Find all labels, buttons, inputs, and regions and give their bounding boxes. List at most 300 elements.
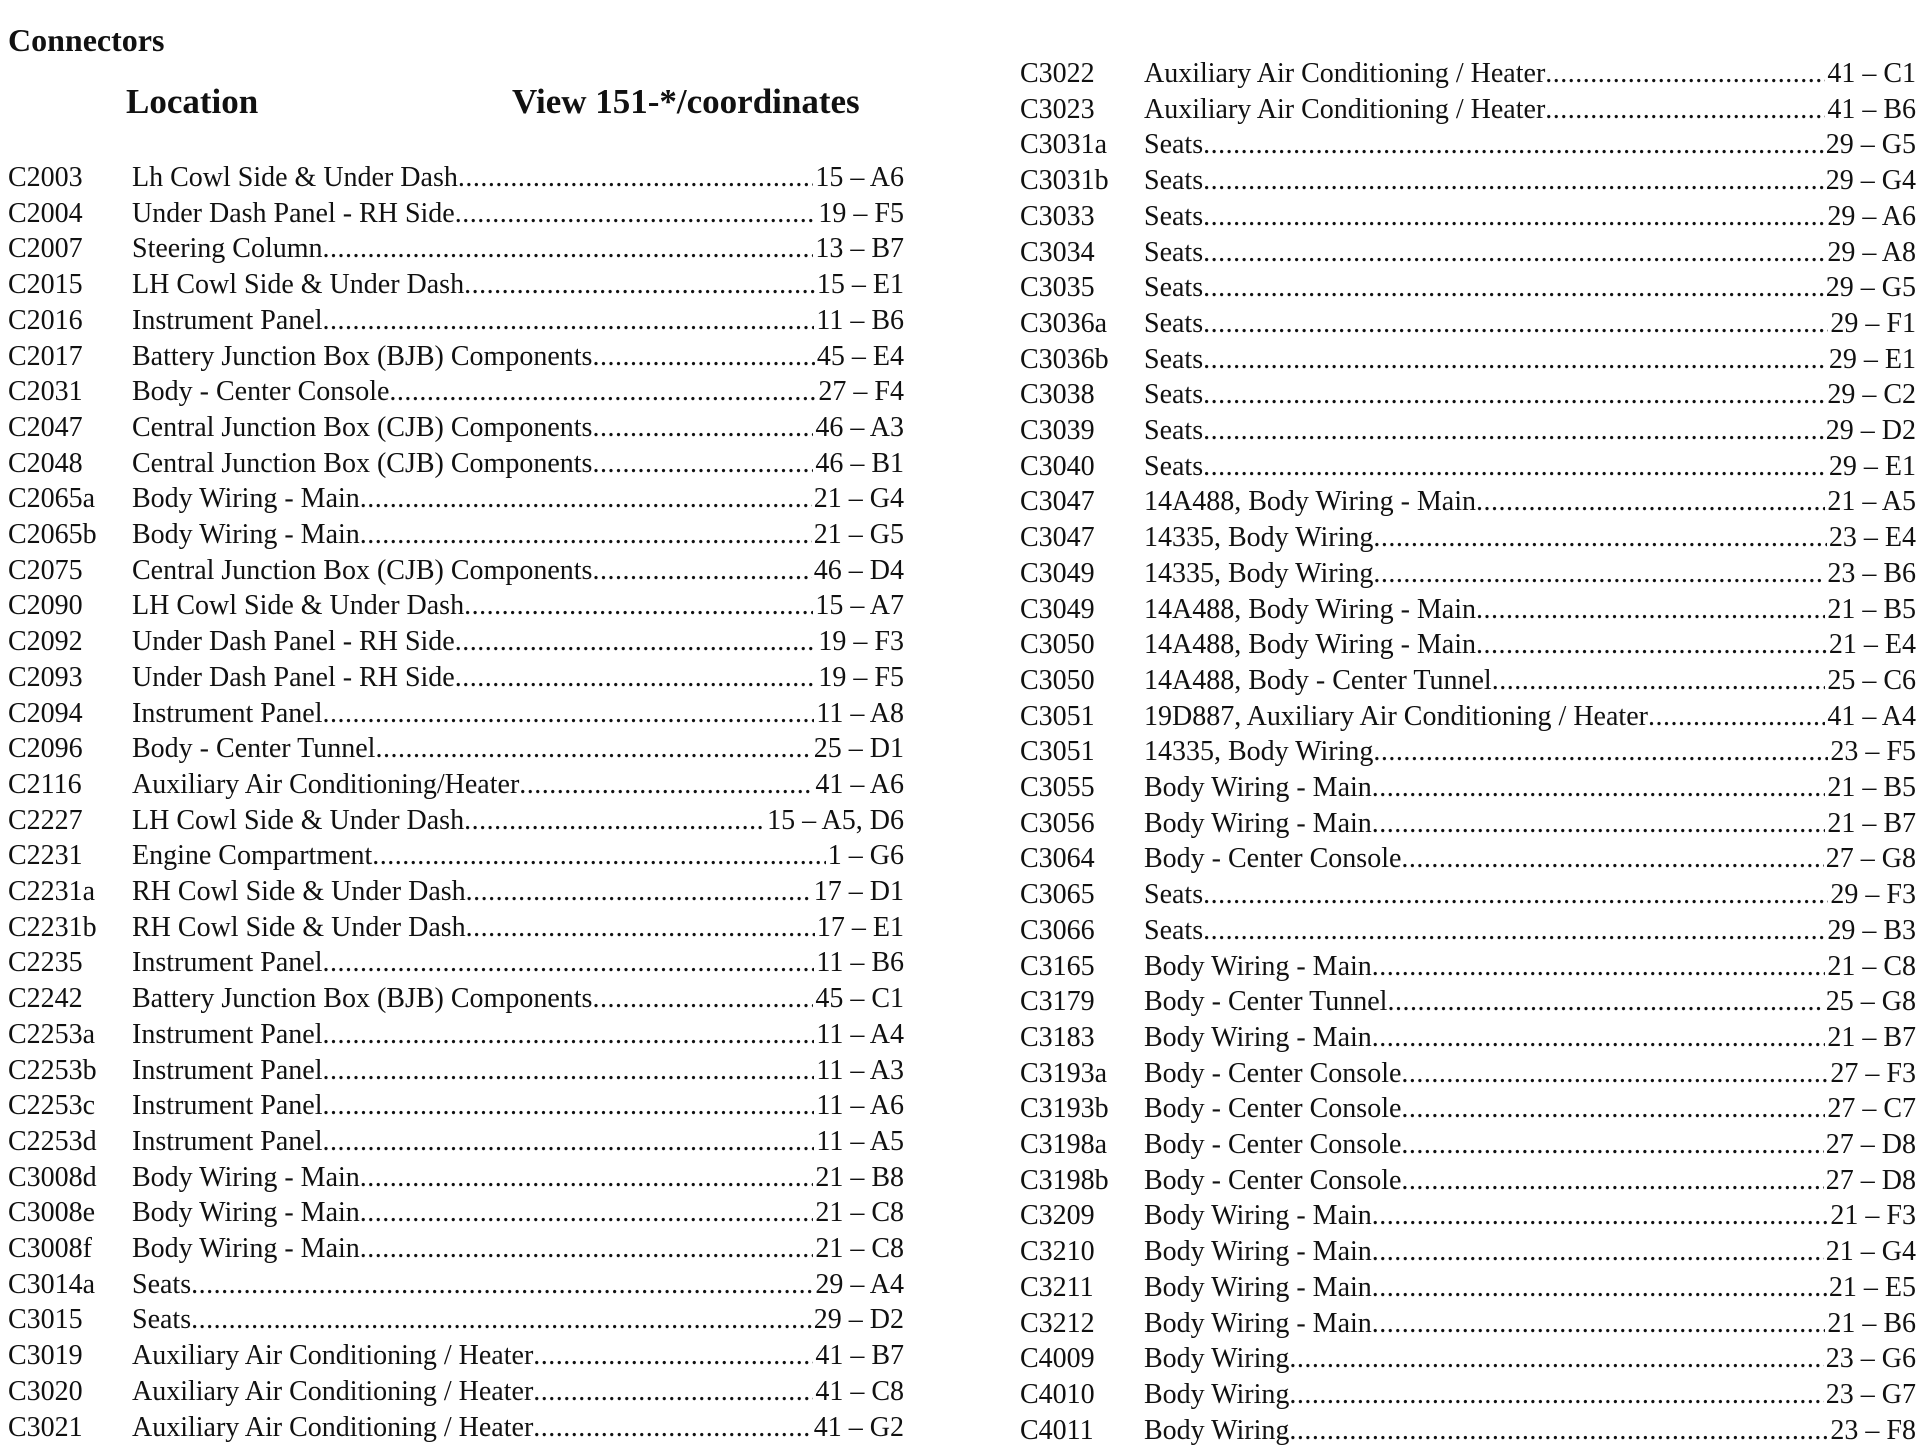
connector-row bbox=[1020, 1198, 1916, 1234]
connector-view-ref: 46 – A3 bbox=[815, 411, 904, 443]
dot-leader bbox=[1476, 484, 1825, 520]
connector-code: C3056 bbox=[1020, 807, 1095, 839]
connector-view-ref: 21 – E4 bbox=[1828, 629, 1916, 661]
dot-leader bbox=[1203, 877, 1828, 913]
dot-leader bbox=[1545, 56, 1825, 92]
connector-location bbox=[1144, 1341, 1824, 1377]
connector-location bbox=[132, 1267, 813, 1303]
connector-location-text: Body - Center Console bbox=[1144, 1093, 1402, 1125]
connector-code: C2096 bbox=[8, 733, 83, 765]
connector-code: C2253c bbox=[8, 1090, 96, 1122]
connector-location-text: Body Wiring - Main bbox=[132, 1233, 360, 1264]
connector-location bbox=[132, 517, 812, 553]
dot-leader bbox=[1492, 663, 1826, 699]
connector-row bbox=[1020, 1341, 1916, 1377]
connector-row bbox=[1020, 877, 1916, 913]
connector-row bbox=[8, 731, 904, 767]
connector-code: C3008d bbox=[8, 1161, 97, 1193]
connector-view-ref: 41 – G2 bbox=[813, 1411, 904, 1443]
connector-location-text: Body Wiring bbox=[1144, 1343, 1290, 1375]
connector-location bbox=[132, 1302, 812, 1338]
connector-row bbox=[8, 588, 904, 624]
connector-code: C3198b bbox=[1020, 1164, 1109, 1196]
connector-view-ref: 41 – B7 bbox=[815, 1340, 904, 1372]
connector-view-ref: 45 – C1 bbox=[815, 983, 904, 1015]
connector-location-text: Body - Center Console bbox=[1144, 1057, 1402, 1089]
connector-code: C3050 bbox=[1020, 664, 1095, 696]
dot-leader bbox=[1401, 1163, 1823, 1199]
connector-row bbox=[8, 1267, 904, 1303]
connector-view-ref: 21 – G4 bbox=[813, 483, 904, 515]
connector-location-text: RH Cowl Side & Under Dash bbox=[132, 876, 466, 907]
connector-location bbox=[132, 410, 813, 446]
dot-leader bbox=[455, 624, 817, 660]
connector-view-ref: 11 – A6 bbox=[816, 1090, 904, 1122]
connector-code: C3033 bbox=[1020, 200, 1095, 232]
connector-row bbox=[8, 1374, 904, 1410]
connector-view-ref: 27 – D8 bbox=[1825, 1129, 1916, 1160]
connector-row bbox=[1020, 806, 1916, 842]
connector-location-text: Central Junction Box (CJB) Components bbox=[132, 411, 593, 443]
connector-row bbox=[8, 1124, 904, 1160]
connector-view-ref: 11 – A3 bbox=[816, 1054, 904, 1086]
connector-location bbox=[132, 910, 815, 946]
connector-row bbox=[8, 267, 904, 303]
connector-view-ref: 27 – D8 bbox=[1825, 1164, 1916, 1196]
connector-location bbox=[132, 624, 816, 660]
dot-leader bbox=[458, 160, 813, 196]
connector-location-text: Body Wiring - Main bbox=[1144, 1236, 1372, 1268]
connector-location bbox=[1144, 913, 1825, 949]
connector-row bbox=[8, 446, 904, 482]
connector-row bbox=[1020, 663, 1916, 699]
dot-leader bbox=[323, 1124, 815, 1160]
connector-code: C3064 bbox=[1020, 843, 1095, 875]
connector-location bbox=[1144, 1198, 1828, 1234]
dot-leader bbox=[1289, 1341, 1823, 1377]
connector-code: C3014a bbox=[8, 1268, 96, 1300]
connector-location-text: Seats bbox=[1144, 236, 1204, 268]
connector-row bbox=[1020, 1413, 1916, 1449]
connector-row bbox=[8, 1088, 904, 1124]
connector-location bbox=[1144, 127, 1824, 163]
connector-location-text: Auxiliary Air Conditioning / Heater bbox=[1144, 58, 1546, 89]
connector-location bbox=[132, 1124, 814, 1160]
connector-location-text: Body - Center Console bbox=[1144, 1129, 1402, 1160]
connector-view-ref: 15 – A6 bbox=[815, 162, 904, 193]
connector-row bbox=[8, 1160, 904, 1196]
dot-leader bbox=[1203, 235, 1825, 271]
connector-location-text: Seats bbox=[1144, 379, 1204, 411]
connector-view-ref: 29 – A4 bbox=[815, 1268, 904, 1300]
connector-view-ref: 11 – B6 bbox=[816, 947, 904, 979]
connector-view-ref: 19 – F5 bbox=[818, 661, 904, 693]
connector-view-ref: 21 – B6 bbox=[1827, 1307, 1916, 1339]
connector-view-ref: 21 – B7 bbox=[1827, 1021, 1916, 1053]
connector-view-ref: 11 – B6 bbox=[816, 304, 904, 336]
connector-location-text: Instrument Panel bbox=[132, 304, 323, 336]
connector-code: C2090 bbox=[8, 590, 83, 622]
connector-row bbox=[1020, 92, 1916, 128]
dot-leader bbox=[533, 1338, 813, 1374]
dot-leader bbox=[464, 803, 765, 839]
connector-code: C3050 bbox=[1020, 629, 1095, 661]
connector-code: C3038 bbox=[1020, 379, 1095, 411]
connector-code: C3051 bbox=[1020, 700, 1095, 732]
connector-location bbox=[1144, 484, 1825, 520]
connector-row bbox=[8, 910, 904, 946]
connector-location-text: Steering Column bbox=[132, 233, 323, 265]
connector-location-text: Seats bbox=[132, 1304, 192, 1336]
connector-row bbox=[1020, 592, 1916, 628]
connector-location-text: Seats bbox=[1144, 879, 1204, 911]
connector-view-ref: 29 – C2 bbox=[1827, 379, 1916, 411]
connector-location bbox=[132, 267, 815, 303]
dot-leader bbox=[1401, 1127, 1823, 1163]
connector-code: C2227 bbox=[8, 804, 83, 836]
dot-leader bbox=[519, 767, 813, 803]
connector-row bbox=[8, 1338, 904, 1374]
connector-location bbox=[132, 1410, 812, 1446]
connector-code: C2047 bbox=[8, 411, 83, 443]
connector-row bbox=[8, 374, 904, 410]
connector-view-ref: 27 – F3 bbox=[1830, 1057, 1916, 1089]
connector-location-text: Seats bbox=[1144, 343, 1204, 375]
dot-leader bbox=[323, 1053, 815, 1089]
connector-location bbox=[1144, 1413, 1828, 1449]
connector-location-text: Seats bbox=[1144, 129, 1204, 161]
connector-code: C3036b bbox=[1020, 343, 1109, 375]
connector-location bbox=[1144, 235, 1825, 271]
connector-location-text: Auxiliary Air Conditioning/Heater bbox=[132, 768, 520, 800]
connector-location-text: Seats bbox=[1144, 307, 1204, 339]
connector-code: C3179 bbox=[1020, 986, 1095, 1018]
connector-row bbox=[8, 410, 904, 446]
connector-location-text: 14A488, Body Wiring - Main bbox=[1144, 629, 1477, 661]
connector-location bbox=[132, 231, 813, 267]
connector-view-ref: 23 – B6 bbox=[1827, 557, 1916, 589]
connector-code: C3165 bbox=[1020, 950, 1095, 982]
connector-location bbox=[1144, 1056, 1828, 1092]
connector-row bbox=[1020, 270, 1916, 306]
dot-leader bbox=[1373, 556, 1825, 592]
connector-location-text: Instrument Panel bbox=[132, 1125, 323, 1157]
connector-location bbox=[1144, 1270, 1827, 1306]
connector-view-ref: 21 – F3 bbox=[1830, 1200, 1916, 1232]
connector-code: C2231a bbox=[8, 876, 96, 907]
dot-leader bbox=[372, 838, 825, 874]
connector-view-ref: 29 – E1 bbox=[1828, 450, 1916, 482]
connector-location bbox=[1144, 56, 1825, 92]
view-column-header: View 151-*/coordinates bbox=[512, 82, 860, 121]
connector-location-text: Body Wiring - Main bbox=[1144, 950, 1372, 982]
dot-leader bbox=[1545, 92, 1825, 128]
connector-view-ref: 19 – F3 bbox=[818, 626, 904, 658]
connector-row bbox=[1020, 699, 1916, 735]
connector-location-text: Body Wiring bbox=[1144, 1414, 1290, 1446]
connector-view-ref: 41 – B6 bbox=[1827, 93, 1916, 125]
connector-code: C3008e bbox=[8, 1197, 96, 1229]
connector-code: C4010 bbox=[1020, 1378, 1095, 1410]
connector-row bbox=[1020, 1163, 1916, 1199]
connector-location-text: LH Cowl Side & Under Dash bbox=[132, 590, 465, 622]
dot-leader bbox=[464, 267, 815, 303]
connector-code: C2007 bbox=[8, 233, 83, 265]
dot-leader bbox=[360, 1160, 814, 1196]
connector-location-text: Battery Junction Box (BJB) Components bbox=[132, 340, 593, 372]
connector-location-text: Seats bbox=[1144, 415, 1204, 446]
connector-view-ref: 29 – D2 bbox=[1825, 415, 1916, 446]
connector-location-text: Body Wiring - Main bbox=[1144, 1200, 1372, 1232]
dot-leader bbox=[592, 553, 811, 589]
connector-location bbox=[1144, 342, 1827, 378]
connector-code: C2242 bbox=[8, 983, 83, 1015]
connector-location bbox=[1144, 806, 1825, 842]
connector-location-text: Body Wiring - Main bbox=[1144, 772, 1372, 803]
connector-view-ref: 21 – G4 bbox=[1825, 1236, 1916, 1268]
dot-leader bbox=[1401, 841, 1823, 877]
connector-code: C3031b bbox=[1020, 165, 1109, 197]
connector-code: C2094 bbox=[8, 697, 83, 729]
connector-code: C2065a bbox=[8, 483, 96, 515]
dot-leader bbox=[1372, 1270, 1827, 1306]
connector-view-ref: 25 – D1 bbox=[813, 733, 904, 765]
connector-location-text: Under Dash Panel - RH Side bbox=[132, 661, 455, 693]
connector-row bbox=[1020, 484, 1916, 520]
page-title: Connectors bbox=[8, 22, 165, 58]
connector-location-text: Body - Center Console bbox=[132, 376, 390, 408]
connector-location bbox=[132, 1160, 813, 1196]
dot-leader bbox=[1203, 306, 1828, 342]
connector-location-text: Body Wiring bbox=[1144, 1378, 1290, 1410]
connector-row bbox=[8, 1302, 904, 1338]
dot-leader bbox=[323, 1088, 815, 1124]
connector-code: C3023 bbox=[1020, 93, 1095, 125]
connector-location bbox=[132, 481, 812, 517]
connector-location-text: Auxiliary Air Conditioning / Heater bbox=[132, 1375, 534, 1407]
connector-code: C3047 bbox=[1020, 486, 1095, 518]
connector-row bbox=[8, 1053, 904, 1089]
connector-location-text: Seats bbox=[1144, 450, 1204, 482]
connector-code: C3036a bbox=[1020, 307, 1108, 339]
dot-leader bbox=[1401, 1091, 1825, 1127]
connector-view-ref: 11 – A4 bbox=[816, 1018, 904, 1050]
connector-row bbox=[1020, 377, 1916, 413]
connector-location bbox=[1144, 841, 1824, 877]
connector-location-text: Body - Center Console bbox=[1144, 843, 1402, 875]
dot-leader bbox=[360, 1195, 814, 1231]
connector-location-text: 14A488, Body Wiring - Main bbox=[1144, 486, 1477, 518]
dot-leader bbox=[323, 1017, 815, 1053]
dot-leader bbox=[1372, 1234, 1824, 1270]
dot-leader bbox=[592, 981, 813, 1017]
connector-location bbox=[1144, 1377, 1824, 1413]
connector-row bbox=[1020, 913, 1916, 949]
connector-row bbox=[8, 1410, 904, 1446]
dot-leader bbox=[533, 1374, 813, 1410]
connector-row bbox=[8, 553, 904, 589]
connector-row bbox=[1020, 342, 1916, 378]
connector-code: C3211 bbox=[1020, 1271, 1094, 1303]
connector-code: C3034 bbox=[1020, 236, 1095, 268]
connector-view-ref: 29 – F3 bbox=[1830, 879, 1916, 911]
dot-leader bbox=[1289, 1413, 1828, 1449]
connector-view-ref: 29 – F1 bbox=[1830, 307, 1916, 339]
connector-location-text: RH Cowl Side & Under Dash bbox=[132, 911, 466, 943]
connector-row bbox=[8, 981, 904, 1017]
dot-leader bbox=[1476, 592, 1825, 628]
connector-row bbox=[1020, 1020, 1916, 1056]
connector-location-text: Lh Cowl Side & Under Dash bbox=[132, 162, 458, 193]
connector-view-ref: 29 – G4 bbox=[1825, 165, 1916, 197]
connector-location bbox=[132, 945, 814, 981]
dot-leader bbox=[592, 446, 813, 482]
connector-location-text: Body Wiring - Main bbox=[1144, 1271, 1372, 1303]
connector-row bbox=[8, 838, 904, 874]
connector-location bbox=[132, 588, 813, 624]
dot-leader bbox=[533, 1410, 811, 1446]
dot-leader bbox=[1203, 449, 1827, 485]
connector-row bbox=[1020, 1127, 1916, 1163]
dot-leader bbox=[1203, 913, 1825, 949]
connector-location bbox=[1144, 627, 1827, 663]
connector-view-ref: 23 – F8 bbox=[1830, 1414, 1916, 1446]
connector-location bbox=[132, 731, 812, 767]
dot-leader bbox=[360, 517, 812, 553]
connector-location bbox=[132, 1338, 813, 1374]
connector-row bbox=[8, 481, 904, 517]
connector-location bbox=[1144, 377, 1825, 413]
connector-location bbox=[132, 196, 816, 232]
connector-location-text: Body - Center Tunnel bbox=[1144, 986, 1388, 1018]
dot-leader bbox=[323, 945, 815, 981]
connector-view-ref: 27 – F4 bbox=[818, 376, 904, 408]
connector-row bbox=[1020, 984, 1916, 1020]
connector-view-ref: 21 – B5 bbox=[1827, 772, 1916, 803]
connector-location bbox=[1144, 984, 1824, 1020]
connector-view-ref: 21 – B7 bbox=[1827, 807, 1916, 839]
connector-code: C2253b bbox=[8, 1054, 97, 1086]
connector-location bbox=[1144, 699, 1825, 735]
connector-location-text: LH Cowl Side & Under Dash bbox=[132, 269, 465, 301]
dot-leader bbox=[1289, 1377, 1823, 1413]
connector-location bbox=[132, 660, 816, 696]
dot-leader bbox=[1203, 342, 1827, 378]
connector-row bbox=[1020, 770, 1916, 806]
connector-code: C3209 bbox=[1020, 1200, 1095, 1232]
connector-location-text: Auxiliary Air Conditioning / Heater bbox=[1144, 93, 1546, 125]
connector-row bbox=[1020, 1091, 1916, 1127]
connector-view-ref: 25 – G8 bbox=[1825, 986, 1916, 1018]
dot-leader bbox=[1203, 270, 1824, 306]
connector-location bbox=[1144, 306, 1828, 342]
connector-location-text: Engine Compartment bbox=[132, 840, 373, 872]
connector-code: C3015 bbox=[8, 1304, 83, 1336]
connector-row bbox=[8, 696, 904, 732]
connector-location-text: Auxiliary Air Conditioning / Heater bbox=[132, 1411, 534, 1443]
connector-view-ref: 27 – G8 bbox=[1825, 843, 1916, 875]
connector-location bbox=[1144, 163, 1824, 199]
connector-code: C3198a bbox=[1020, 1129, 1108, 1160]
connector-row bbox=[1020, 520, 1916, 556]
connector-code: C2093 bbox=[8, 661, 83, 693]
right-connector-list bbox=[1020, 56, 1916, 1448]
connector-row bbox=[1020, 163, 1916, 199]
connector-code: C2031 bbox=[8, 376, 83, 408]
dot-leader bbox=[1373, 734, 1828, 770]
connector-view-ref: 41 – A6 bbox=[815, 768, 904, 800]
connector-location-text: Seats bbox=[1144, 200, 1204, 232]
connector-view-ref: 11 – A5 bbox=[816, 1125, 904, 1157]
dot-leader bbox=[1372, 1020, 1826, 1056]
dot-leader bbox=[455, 660, 817, 696]
connector-location-text: 14335, Body Wiring bbox=[1144, 557, 1374, 589]
connector-location-text: Body Wiring - Main bbox=[132, 483, 360, 515]
connector-view-ref: 23 – E4 bbox=[1828, 522, 1916, 554]
connector-code: C4011 bbox=[1020, 1414, 1094, 1446]
dot-leader bbox=[360, 481, 812, 517]
dot-leader bbox=[1373, 520, 1827, 556]
connector-view-ref: 41 – A4 bbox=[1827, 700, 1916, 732]
connector-view-ref: 29 – D2 bbox=[813, 1304, 904, 1336]
connector-view-ref: 15 – A5, D6 bbox=[767, 804, 904, 836]
connector-view-ref: 19 – F5 bbox=[818, 197, 904, 229]
connector-code: C3008f bbox=[8, 1233, 92, 1264]
connector-code: C2235 bbox=[8, 947, 83, 979]
dot-leader bbox=[466, 910, 815, 946]
connector-location bbox=[1144, 1020, 1825, 1056]
connector-location bbox=[132, 803, 765, 839]
connector-location-text: Body Wiring - Main bbox=[132, 1161, 360, 1193]
connector-code: C2075 bbox=[8, 554, 83, 586]
dot-leader bbox=[1372, 806, 1826, 842]
connector-location bbox=[132, 446, 813, 482]
connector-code: C3212 bbox=[1020, 1307, 1095, 1339]
connector-row bbox=[8, 660, 904, 696]
dot-leader bbox=[191, 1267, 813, 1303]
connector-code: C2065b bbox=[8, 519, 97, 550]
connector-location-text: Body Wiring - Main bbox=[132, 519, 360, 550]
connector-location bbox=[1144, 449, 1827, 485]
connector-location-text: Under Dash Panel - RH Side bbox=[132, 626, 455, 658]
connector-row bbox=[1020, 841, 1916, 877]
dot-leader bbox=[1203, 199, 1825, 235]
connector-location bbox=[1144, 1163, 1824, 1199]
dot-leader bbox=[1203, 163, 1824, 199]
connector-location-text: 14A488, Body Wiring - Main bbox=[1144, 593, 1477, 625]
connector-view-ref: 29 – G5 bbox=[1825, 129, 1916, 161]
connector-code: C3022 bbox=[1020, 58, 1095, 89]
connector-location-text: Instrument Panel bbox=[132, 1054, 323, 1086]
connector-code: C2048 bbox=[8, 447, 83, 479]
connector-code: C3210 bbox=[1020, 1236, 1095, 1268]
connector-code: C2015 bbox=[8, 269, 83, 301]
connector-row bbox=[1020, 1056, 1916, 1092]
connector-location bbox=[132, 874, 812, 910]
connector-code: C3193b bbox=[1020, 1093, 1109, 1125]
connector-code: C3040 bbox=[1020, 450, 1095, 482]
connector-code: C3047 bbox=[1020, 522, 1095, 554]
connector-view-ref: 11 – A8 bbox=[816, 697, 904, 729]
connector-row bbox=[8, 196, 904, 232]
connector-row bbox=[1020, 1270, 1916, 1306]
connector-location bbox=[132, 303, 814, 339]
dot-leader bbox=[1401, 1056, 1828, 1092]
connector-row bbox=[8, 1017, 904, 1053]
connector-code: C3065 bbox=[1020, 879, 1095, 911]
dot-leader bbox=[592, 339, 814, 375]
connector-row bbox=[1020, 413, 1916, 449]
